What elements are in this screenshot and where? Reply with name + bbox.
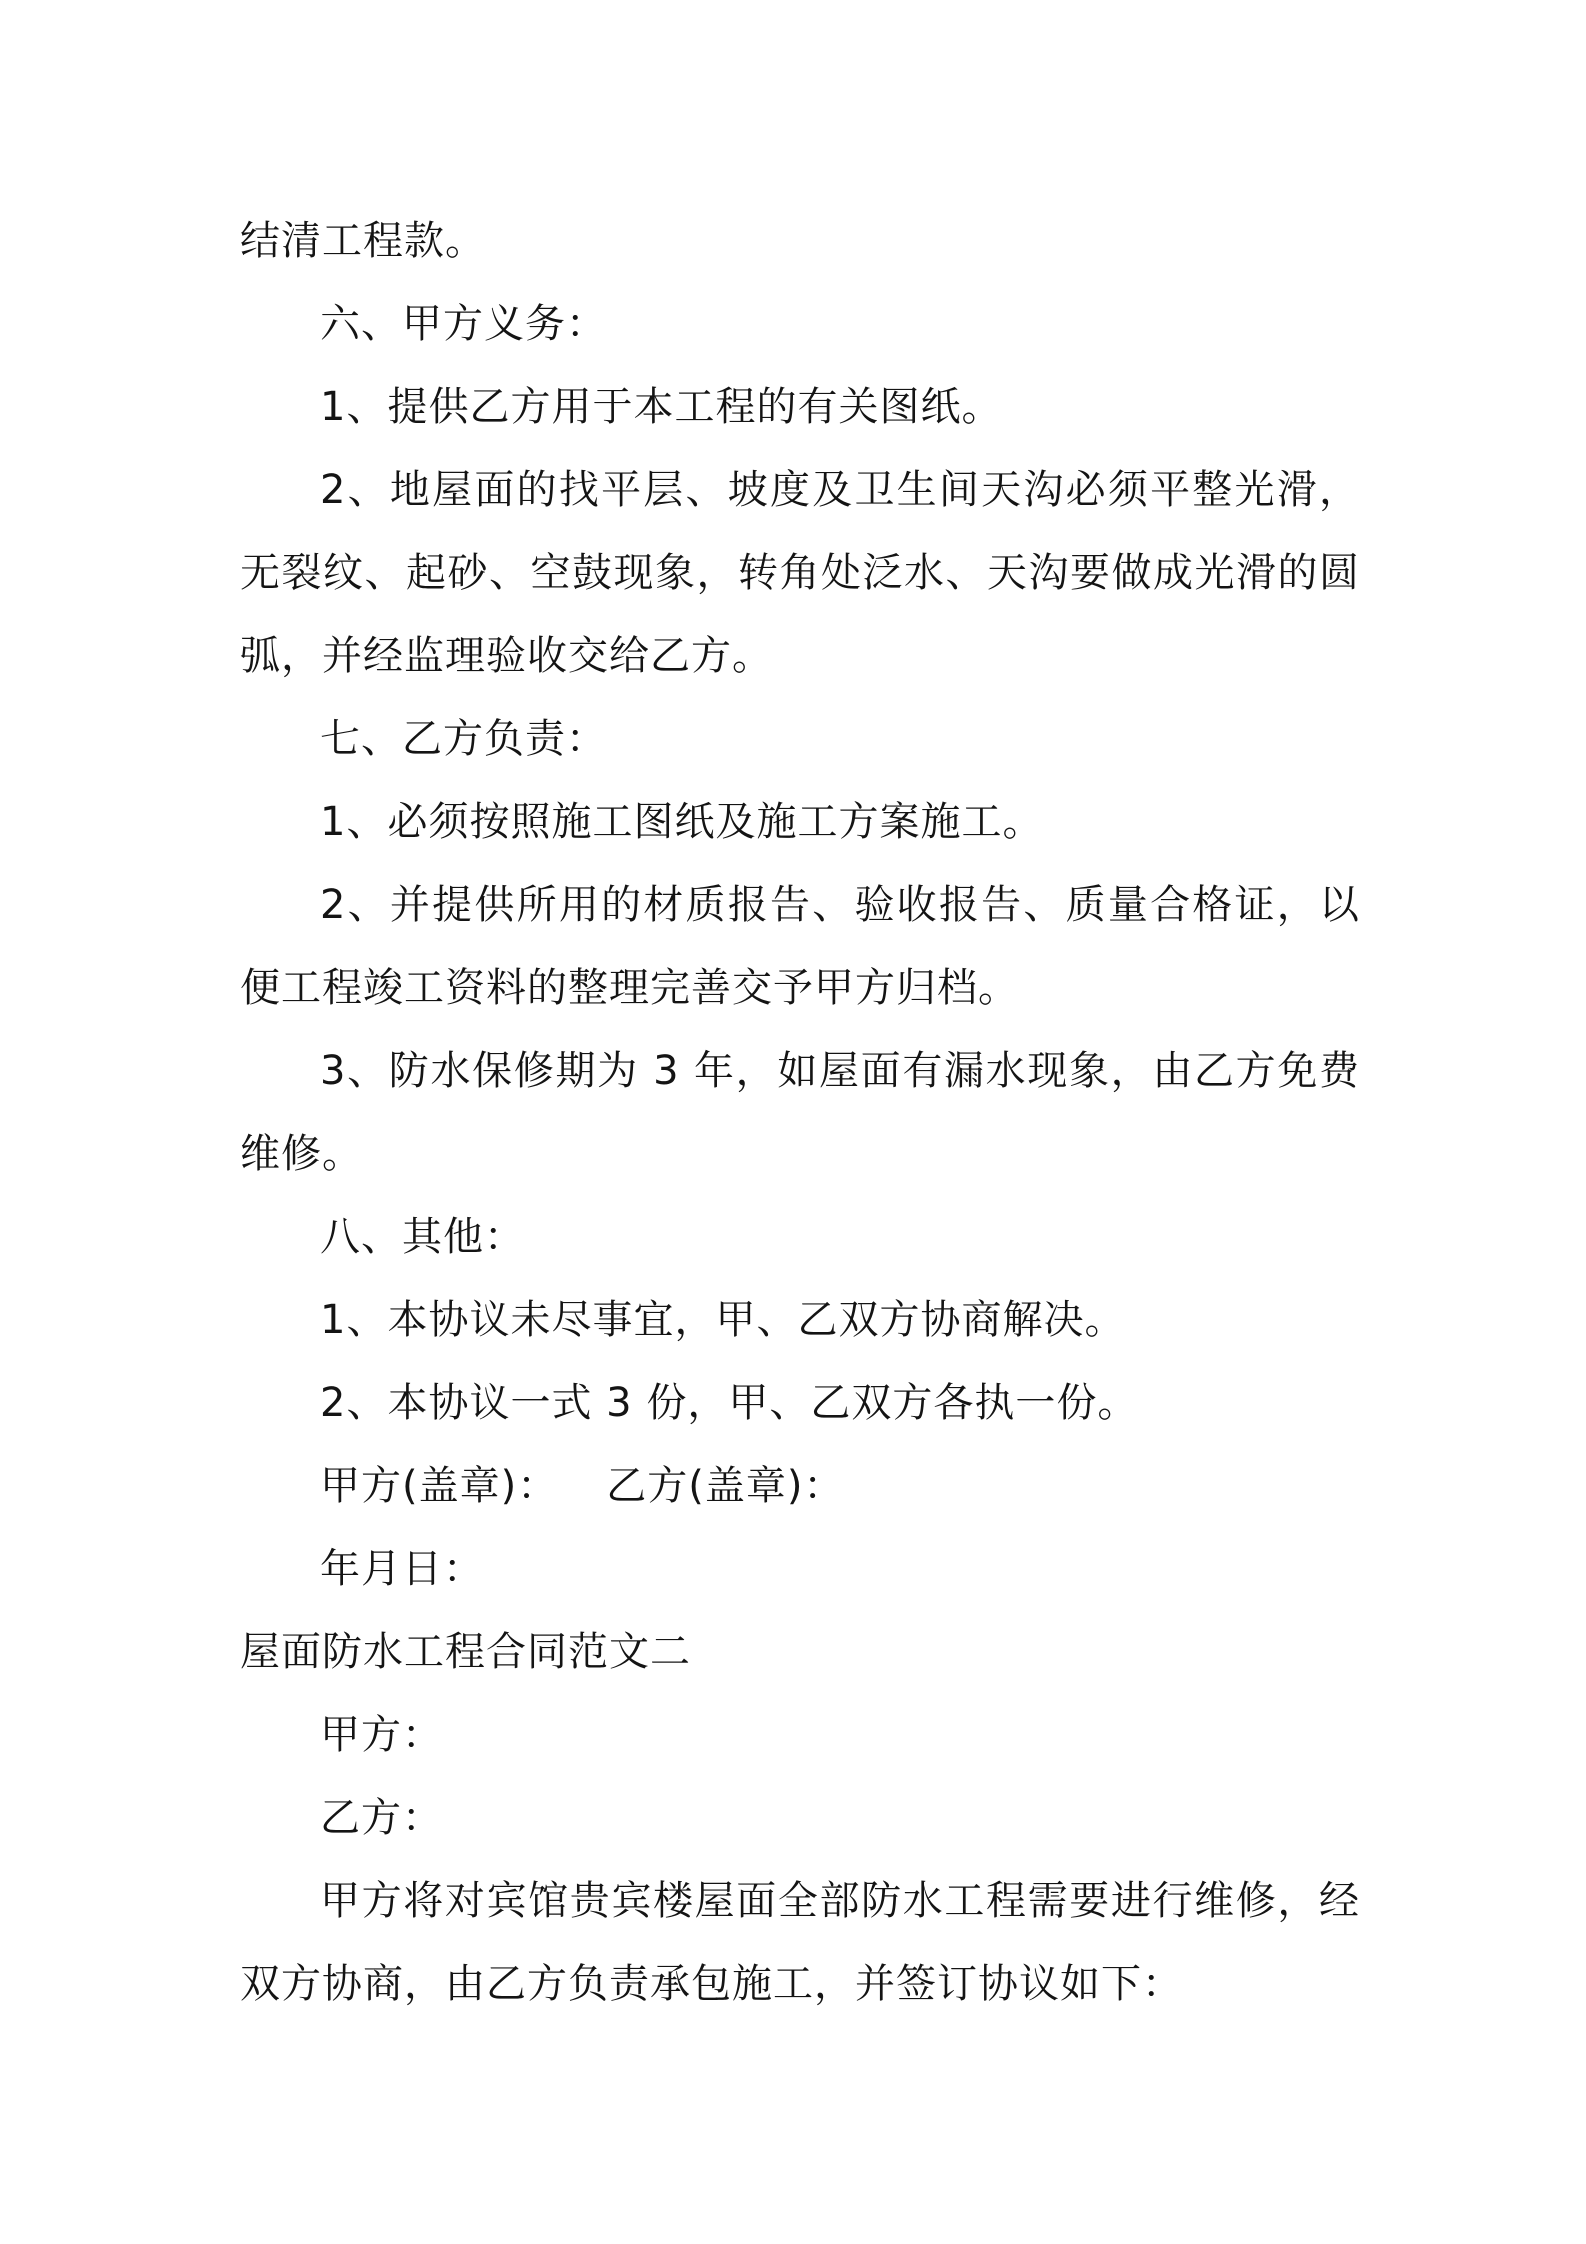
party-b-line: 乙方： [320, 1795, 443, 1841]
document-body [240, 200, 1360, 2026]
party-b-seal-label: 乙方(盖章)： [606, 1463, 845, 1509]
paragraph-payment-settlement: 结清工程款。 [240, 218, 486, 264]
heading-other: 八、其他： [320, 1214, 525, 1260]
clause-other-2: 2、本协议一式 3 份，甲、乙双方各执一份。 [320, 1380, 1139, 1426]
preamble-paragraph: 甲方将对宾馆贵宾楼屋面全部防水工程需要进行维修，经双方协商，由乙方负责承包施工，并签订协议如下： [240, 1878, 1360, 2007]
clause-party-a-2: 2、地屋面的找平层、坡度及卫生间天沟必须平整光滑，无裂纹、起砂、空鼓现象，转角处泛水、天沟要做成光滑的圆弧，并经监理验收交给乙方。 [240, 467, 1360, 679]
section-title-contract-two: 屋面防水工程合同范文二 [240, 1629, 691, 1675]
clause-other-1: 1、本协议未尽事宜，甲、乙双方协商解决。 [320, 1297, 1126, 1343]
clause-party-b-3: 3、防水保修期为 3 年，如屋面有漏水现象，由乙方免费维修。 [240, 1048, 1360, 1177]
heading-party-b-responsibilities: 七、乙方负责： [320, 716, 607, 762]
date-line: 年月日： [320, 1546, 484, 1592]
clause-party-b-1: 1、必须按照施工图纸及施工方案施工。 [320, 799, 1044, 845]
party-a-line: 甲方： [320, 1712, 443, 1758]
signature-line [240, 1445, 1360, 1528]
clause-party-a-1: 1、提供乙方用于本工程的有关图纸。 [320, 384, 1003, 430]
party-a-seal-label: 甲方(盖章)： [320, 1463, 559, 1509]
clause-party-b-2: 2、并提供所用的材质报告、验收报告、质量合格证，以便工程竣工资料的整理完善交予甲方归档。 [240, 882, 1360, 1011]
heading-party-a-obligations: 六、甲方义务： [320, 301, 607, 347]
